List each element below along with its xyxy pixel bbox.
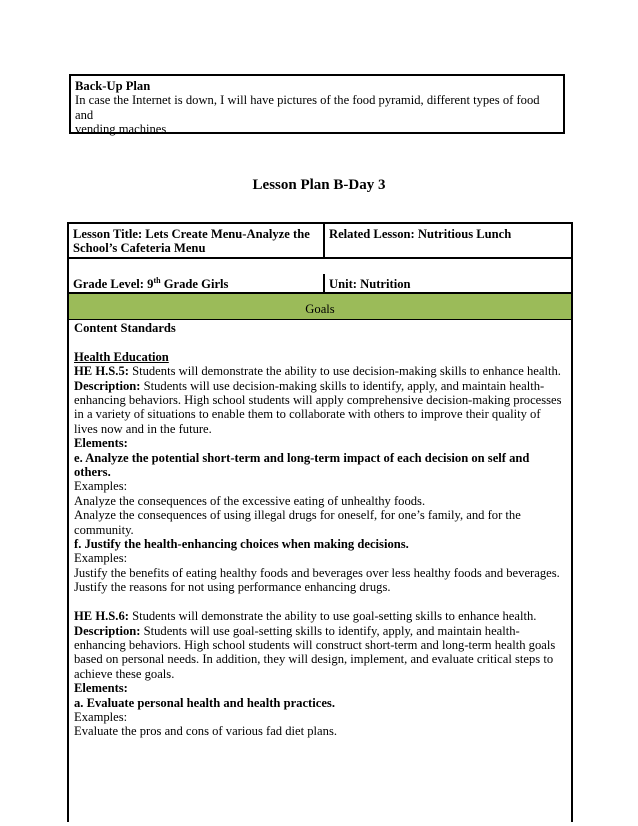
example-line: Evaluate the pros and cons of various fad diet plans. bbox=[74, 724, 337, 739]
standard-code: HE H.S.5: bbox=[74, 364, 129, 379]
example-line: Justify the benefits of eating healthy foods and beverages over less healthy foods and beverages. bbox=[74, 565, 560, 580]
backup-plan-text-line: vending machines bbox=[75, 122, 167, 137]
element-f-line: f. Justify the health-enhancing choices when making decisions. bbox=[74, 537, 409, 552]
table-row bbox=[69, 257, 571, 292]
standard-code: HE H.S.6: bbox=[74, 609, 129, 624]
examples-label: Examples: bbox=[74, 709, 128, 724]
description-line bbox=[74, 624, 567, 638]
goals-header: Goals bbox=[69, 292, 571, 320]
description-line: enhancing behaviors. High school students will apply comprehensive decision-making processes bbox=[74, 393, 562, 408]
example-line: Analyze the consequences of the excessive eating of unhealthy foods. bbox=[74, 493, 426, 508]
grade-level-prefix: Grade Level: 9 bbox=[73, 276, 154, 291]
grade-level-superscript: th bbox=[153, 275, 161, 285]
grade-level-cell bbox=[69, 274, 325, 292]
example-line: Justify the reasons for not using performance enhancing drugs. bbox=[74, 580, 391, 595]
description-line: enhancing behaviors. High school students will construct short-term and long-term health goals bbox=[74, 637, 556, 652]
lesson-title-cell: Lesson Title: Lets Create Menu-Analyze the School’s Cafeteria Menu bbox=[69, 224, 325, 257]
grade-level-suffix: Grade Girls bbox=[160, 276, 229, 291]
description-label: Description: bbox=[74, 378, 141, 393]
goals-content bbox=[69, 320, 571, 739]
element-e-line: others. bbox=[74, 465, 111, 480]
lesson-plan-table bbox=[67, 222, 573, 822]
content-standards-heading: Content Standards bbox=[74, 321, 176, 335]
backup-plan-heading: Back-Up Plan bbox=[75, 79, 151, 93]
unit-cell: Unit: Nutrition bbox=[329, 276, 411, 291]
example-line: Analyze the consequences of using illegal drugs for oneself, for one’s family, and for the bbox=[74, 508, 521, 523]
backup-plan-box bbox=[69, 74, 565, 137]
backup-plan-text-line: In case the Internet is down, I will have pictures of the food pyramid, different types of food and bbox=[75, 93, 540, 122]
health-education-heading: Health Education bbox=[74, 349, 169, 364]
example-line: community. bbox=[74, 522, 134, 537]
description-line: lives now and in the future. bbox=[74, 421, 212, 436]
standard-hs5 bbox=[74, 364, 567, 378]
element-a-line: a. Evaluate personal health and health practices. bbox=[74, 695, 335, 710]
description-line: in a variety of situations to enable them to collaborate with others to improve their quality of bbox=[74, 407, 541, 422]
element-e-line: e. Analyze the potential short-term and long-term impact of each decision on self and bbox=[74, 450, 530, 465]
description-label: Description: bbox=[74, 623, 141, 638]
description-line bbox=[74, 379, 567, 393]
table-row bbox=[69, 222, 571, 257]
examples-label: Examples: bbox=[74, 479, 128, 494]
description-line: based on personal needs. In addition, they will design, implement, and evaluate critical steps to bbox=[74, 652, 554, 667]
related-lesson-cell: Related Lesson: Nutritious Lunch bbox=[329, 227, 512, 241]
elements-label: Elements: bbox=[74, 436, 128, 451]
standard-text: Students will demonstrate the ability to use decision-making skills to enhance health. bbox=[128, 364, 561, 379]
standard-hs6 bbox=[74, 609, 567, 623]
description-text: Students will use decision-making skills to identify, apply, and maintain health- bbox=[140, 378, 545, 393]
page-title: Lesson Plan B-Day 3 bbox=[252, 177, 386, 193]
examples-label: Examples: bbox=[74, 551, 128, 566]
description-text: Students will use goal-setting skills to identify, apply, and maintain health- bbox=[140, 623, 520, 638]
elements-label: Elements: bbox=[74, 681, 128, 696]
standard-text: Students will demonstrate the ability to use goal-setting skills to enhance health. bbox=[128, 609, 537, 624]
description-line: achieve these goals. bbox=[74, 666, 175, 681]
